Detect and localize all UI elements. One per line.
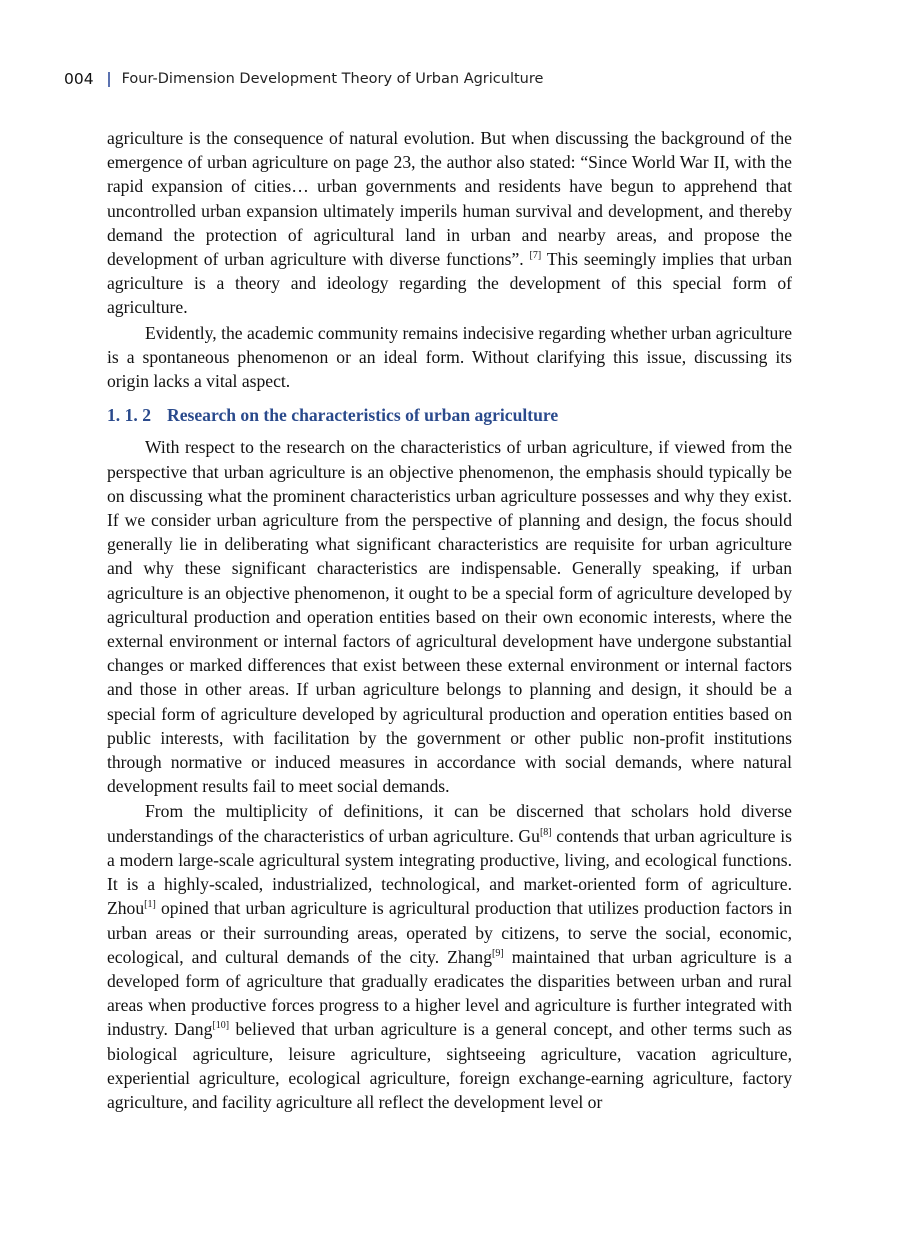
page-number: 004 [64, 70, 94, 88]
paragraph-3: With respect to the research on the characteristics of urban agriculture, if viewed from the perspective that urban agriculture is an objective phenomenon, the emphasis should typically be on discussing what the prominent characteristics urban agriculture possesses and why they exist. If we consider urban agriculture from the perspective of planning and design, the focus should generally lie in deliberating what significant characteristics are requisite for urban agriculture and why these significant characteristics are indispensable. Generally speaking, if urban agriculture is an objective phenomenon, it ought to be a special form of agriculture developed by agricultural production and operation entities based on their own economic interests, where the external environment or internal factors of agricultural development have undergone substantial changes or marked differences that exist between these external environment or internal factors and those in other areas. If urban agriculture belongs to planning and design, it should be a special form of agriculture developed by agricultural production and operation entities based on public interests, with facilitation by the government or other public non-profit institutions through normative or induced measures in accordance with social demands, where natural development results fail to meet social demands. [107, 437, 792, 797]
citation-7: [7] [529, 250, 542, 262]
running-header [64, 70, 543, 88]
paragraph-text: believed that urban agriculture is a general concept, and other terms such as biological agriculture, leisure agriculture, sightseeing agriculture, vacation agriculture, experiential agriculture, ecological agriculture, foreign exchange-earning agriculture, factory agriculture, and facility agriculture all reflect the development level or [107, 1019, 793, 1112]
paragraph-4 [107, 799, 792, 1114]
section-title: Research on the characteristics of urban agriculture [166, 405, 559, 426]
paragraph-2: Evidently, the academic community remains indecisive regarding whether urban agriculture is a spontaneous phenomenon or an ideal form. Without clarifying this issue, discussing its origin lacks a vital aspect. [107, 322, 792, 392]
page-body [107, 126, 792, 1114]
paragraph-text: This seemingly implies that urban agriculture is a theory and ideology regarding the development of this special form of agriculture. [107, 249, 792, 318]
paragraph-1 [107, 126, 792, 320]
paragraph-text: maintained that urban agriculture is a developed form of agriculture that gradually eradicates the disparities between urban and rural areas when productive forces progress to a higher level and agriculture is further integrated with industry. Dang [107, 946, 792, 1040]
section-number: 1. 1. 2 [107, 405, 151, 426]
paragraph-text: From the multiplicity of definitions, it can be discerned that scholars hold diverse understandings of the characteristics of urban agriculture. Gu [107, 801, 792, 846]
citation-10: [10] [212, 1020, 230, 1032]
citation-9: [9] [492, 947, 504, 959]
header-divider [108, 72, 110, 87]
citation-8: [8] [539, 826, 552, 838]
paragraph-text: contends that urban agriculture is a modern large-scale agricultural system integrating productive, living, and ecological functions. It is a highly-scaled, industrialized, technological, and market-oriented form of agriculture. Zhou [107, 825, 792, 919]
book-title: Four-Dimension Development Theory of Urban Agriculture [121, 71, 544, 87]
citation-1: [1] [144, 899, 156, 911]
section-heading [107, 403, 792, 427]
paragraph-text: agriculture is the consequence of natural evolution. But when discussing the background of the emergence of urban agriculture on page 23, the author also stated: “Since World War II, with the rapid expansion of cities… urban governments and residents have begun to apprehend that uncontrolled urban expansion ultimately imperils human survival and development, and thereby demand the protection of agricultural land in urban and nearby areas, and propose the development of urban agriculture with diverse functions”. [107, 128, 792, 270]
paragraph-text: opined that urban agriculture is agricultural production that utilizes production factors in urban areas or their surrounding areas, operated by citizens, to serve the social, economic, ecological, and cultural demands of the city. Zhang [107, 898, 792, 967]
